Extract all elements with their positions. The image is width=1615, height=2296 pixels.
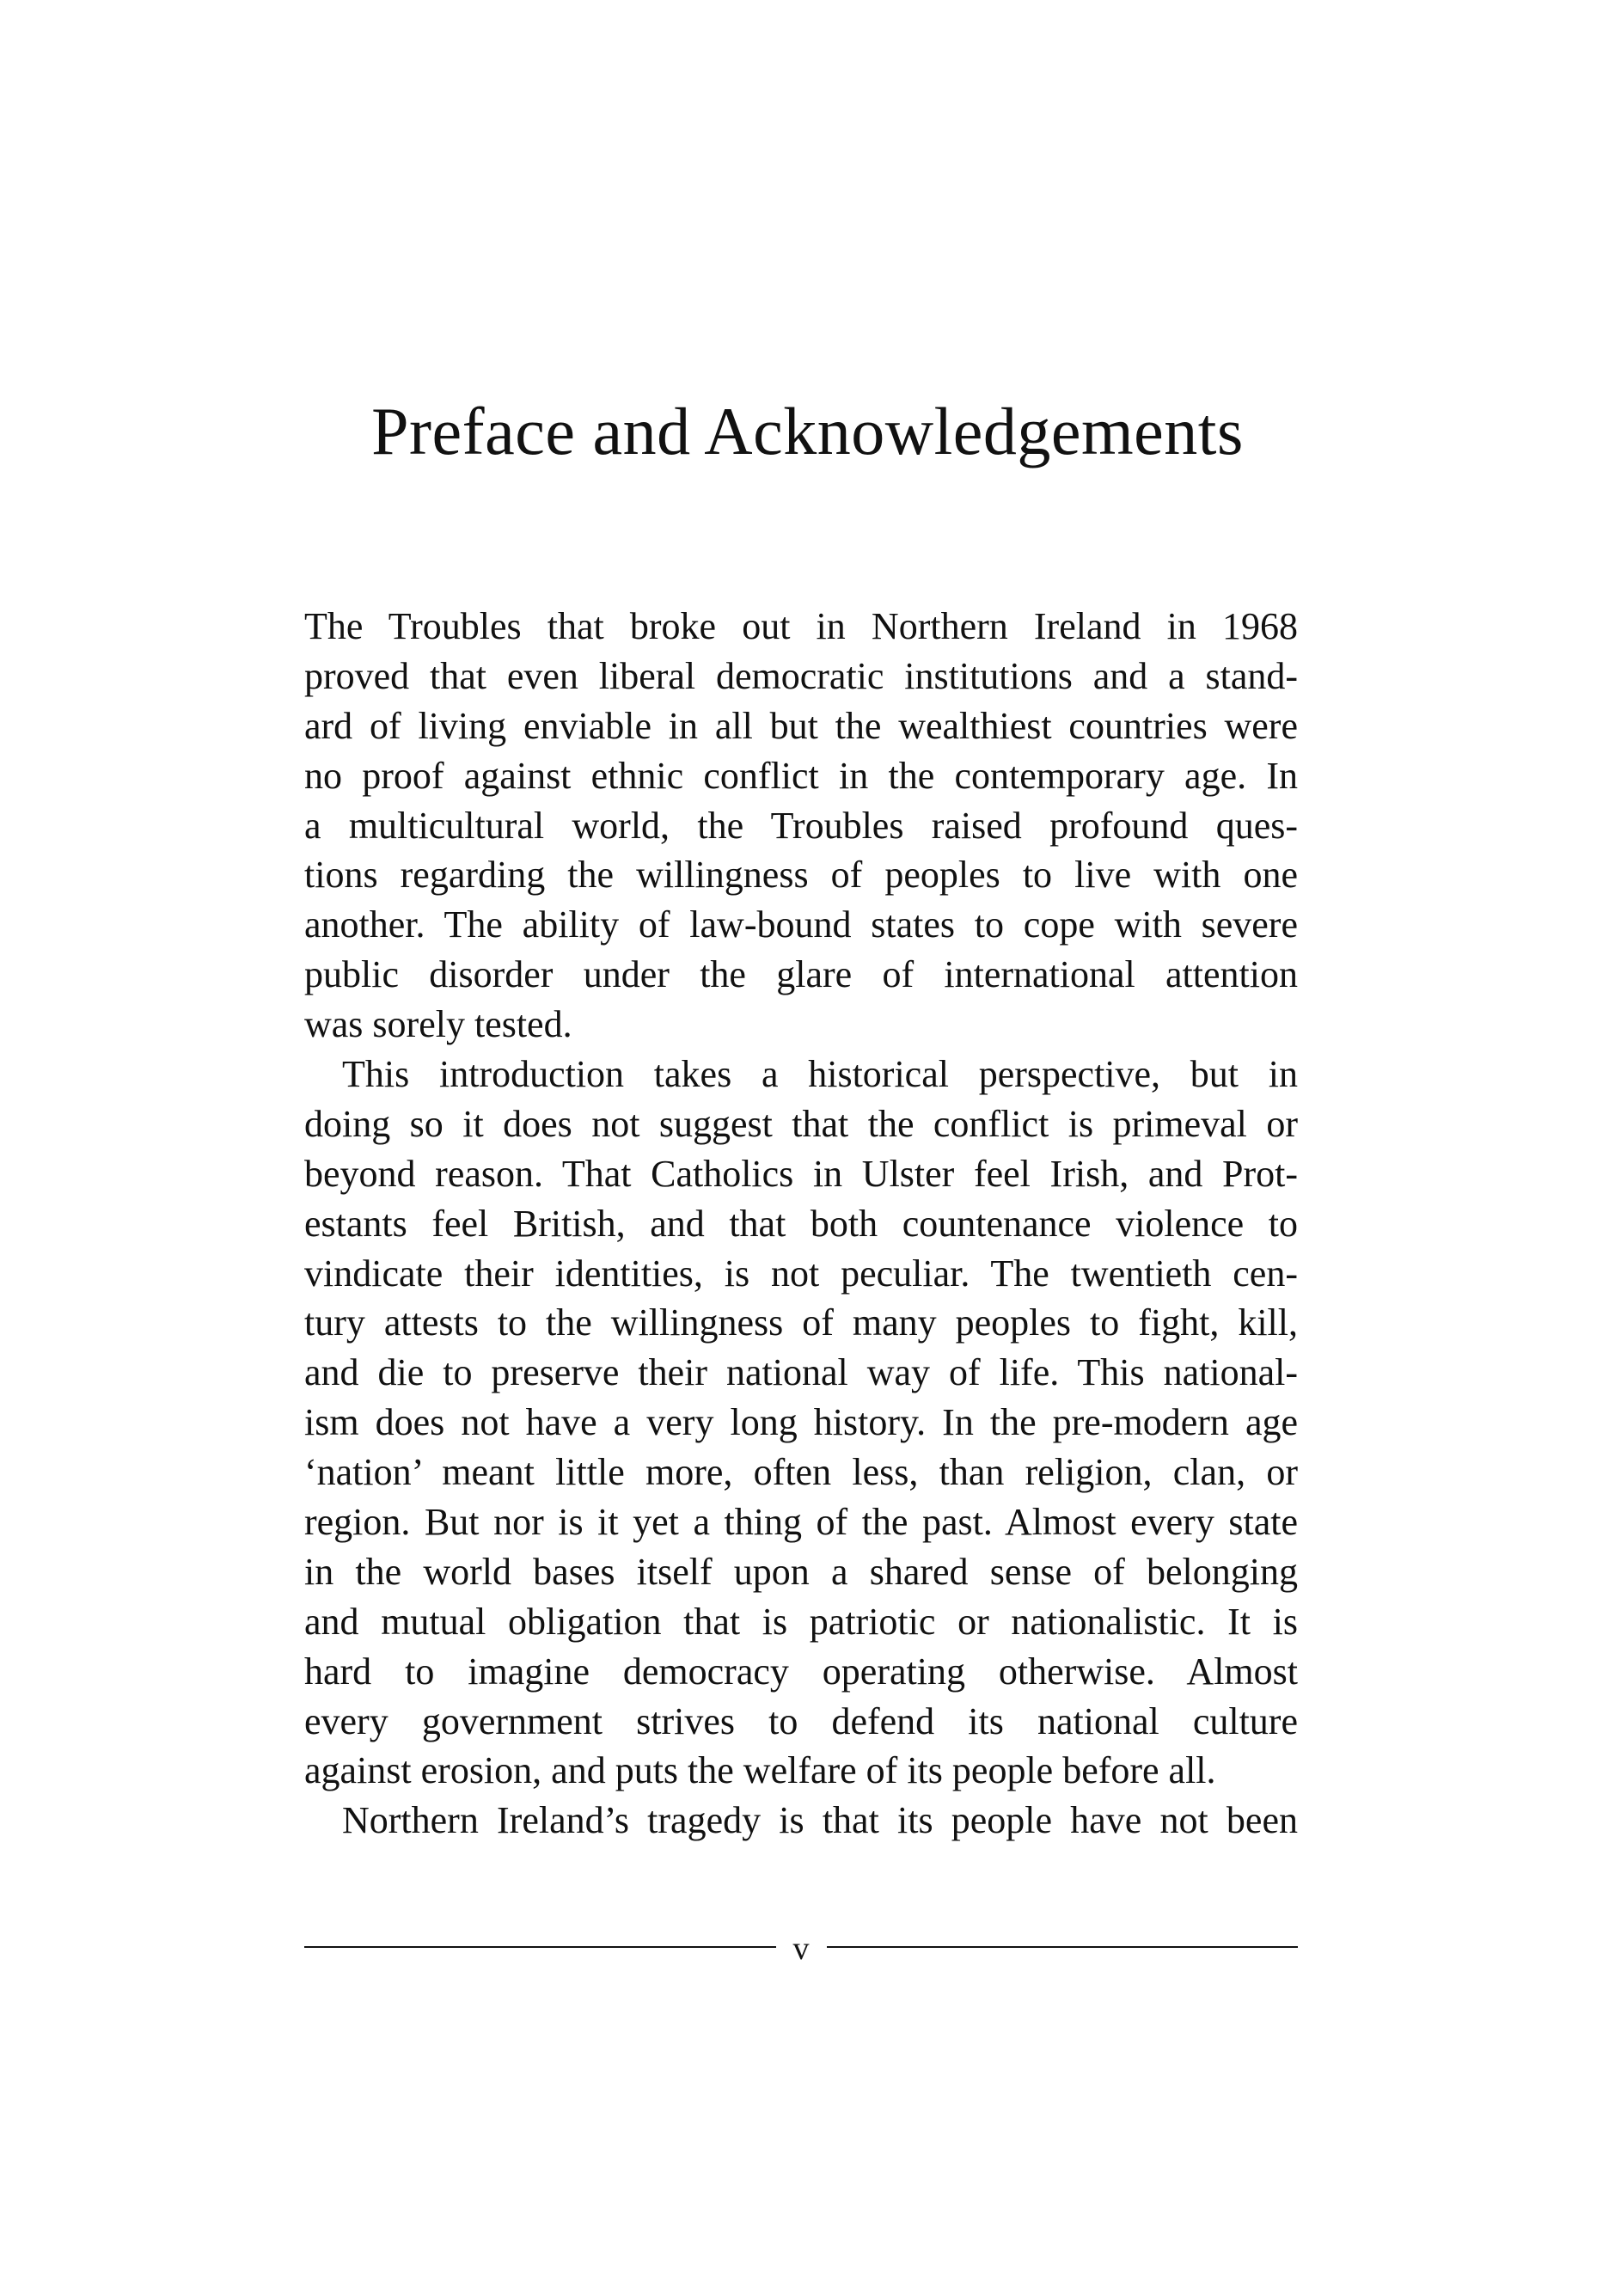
body-text <box>304 602 1298 1846</box>
text-line: The Troubles that broke out in Northern Ireland in 1968 <box>304 605 1298 647</box>
text-line: doing so it does not suggest that the conflict is primeval or <box>304 1102 1298 1145</box>
text-line: a multicultural world, the Troubles raised profound ques- <box>304 804 1298 847</box>
page-title: Preface and Acknowledgements <box>371 394 1244 468</box>
text-line: proved that even liberal democratic institutions and a stand- <box>304 654 1298 697</box>
text-line: beyond reason. That Catholics in Ulster feel Irish, and Prot- <box>304 1152 1298 1195</box>
footer-rule-right <box>827 1946 1299 1948</box>
text-line: every government strives to defend its national culture <box>304 1699 1298 1742</box>
page-number: v <box>792 1931 810 1967</box>
text-line: and mutual obligation that is patriotic or nationalistic. It is <box>304 1600 1298 1643</box>
text-line: vindicate their identities, is not peculiar. The twentieth cen- <box>304 1252 1298 1295</box>
text-line: Northern Ireland’s tragedy is that its people have not been <box>342 1799 1298 1842</box>
text-line: tury attests to the willingness of many peoples to fight, kill, <box>304 1301 1298 1344</box>
text-line: ism does not have a very long history. In the pre-modern age <box>304 1401 1298 1444</box>
text-line: region. But nor is it yet a thing of the past. Almost every state <box>304 1501 1298 1544</box>
text-line: against erosion, and puts the welfare of its people before all. <box>304 1749 1216 1792</box>
text-line: in the world bases itself upon a shared sense of belonging <box>304 1550 1298 1593</box>
text-line: tions regarding the willingness of peoples to live with one <box>304 854 1298 897</box>
text-line: and die to preserve their national way of life. This national- <box>304 1351 1298 1394</box>
text-line: public disorder under the glare of international attention <box>304 953 1298 996</box>
text-line: estants feel British, and that both countenance violence to <box>304 1202 1298 1245</box>
text-line: ‘nation’ meant little more, often less, than religion, clan, or <box>304 1451 1298 1494</box>
text-line: no proof against ethnic conflict in the contemporary age. In <box>304 754 1298 797</box>
text-line: was sorely tested. <box>304 1003 572 1046</box>
footer-rule-left <box>304 1946 776 1948</box>
text-line: another. The ability of law-bound states to cope with severe <box>304 903 1298 946</box>
text-line: This introduction takes a historical perspective, but in <box>342 1053 1298 1096</box>
text-line: hard to imagine democracy operating otherwise. Almost <box>304 1650 1298 1693</box>
page-footer <box>304 1921 1298 1973</box>
text-line: ard of living enviable in all but the wealthiest countries were <box>304 704 1298 747</box>
